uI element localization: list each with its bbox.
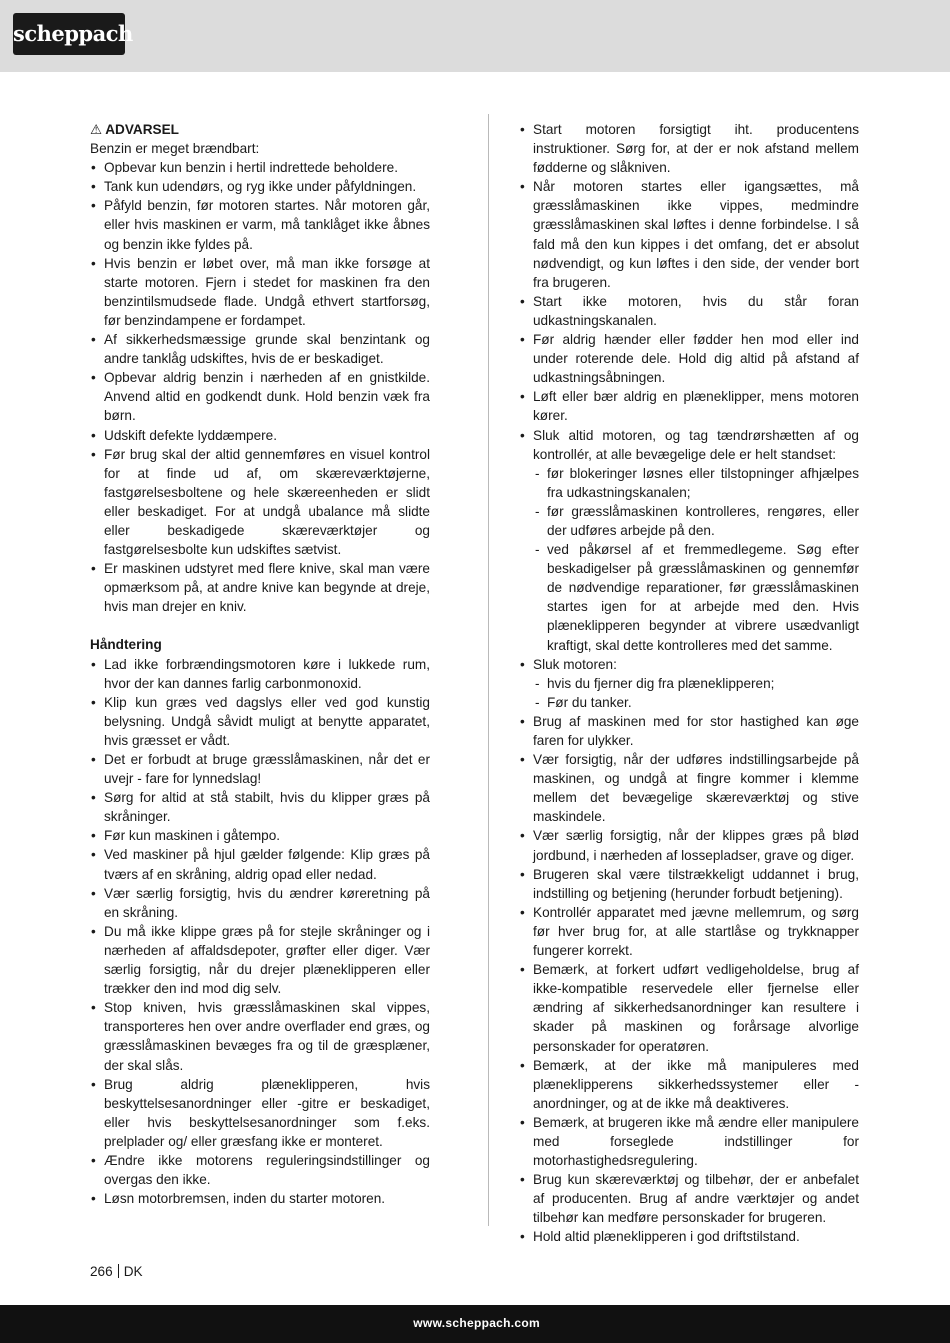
list-item: • Kontrollér apparatet med jævne mellemrum, og sørg før hver brug for, at alle startlåse og trykknapper fungerer korrekt. (519, 903, 859, 960)
list-item: • Brug aldrig plæneklipperen, hvis beskyttelsesanordninger eller -gitre er beskadiget, eller hvis beskyttelsesanordninger som f.eks. prelplader og/ eller græsfang ikke er monteret. (90, 1075, 430, 1151)
list-item: • Start motoren forsigtigt iht. producentens instruktioner. Sørg for, at der er nok afstand mellem fødderne og slåkniven. (519, 120, 859, 177)
list-item: • Løsn motorbremsen, inden du starter motoren. (90, 1189, 430, 1208)
list-item: • Lad ikke forbrændingsmotoren køre i lukkede rum, hvor der kan dannes farlig carbonmonoxid. (90, 655, 430, 693)
list-item: • Du må ikke klippe græs på for stejle skråninger og i nærheden af affaldsdepoter, grøfter eller diger. Vær særlig forsigtig, når du drejer plæneklipperen eller trækker den ind mod dig selv. (90, 922, 430, 998)
right-list (519, 120, 859, 1247)
list-item: • Tank kun udendørs, og ryg ikke under påfyldningen. (90, 177, 430, 196)
warning-list (90, 158, 430, 616)
list-item: • Er maskinen udstyret med flere knive, skal man være opmærksom på, at andre knive kan begynde at dreje, hvis man drejer en kniv. (90, 559, 430, 616)
handling-heading: Håndtering (90, 637, 162, 653)
list-item: • Ved maskiner på hjul gælder følgende: Klip græs på tværs af en skråning, aldrig opad eller nedad. (90, 845, 430, 883)
list-item: • Det er forbudt at bruge græsslåmaskinen, når det er uvejr - fare for lynnedslag! (90, 750, 430, 788)
list-item: • Stop kniven, hvis græsslåmaskinen skal vippes, transporteres hen over andre overflader end græs, og græsslåmaskinen bevæges fra og til de græsplæner, der skal slås. (90, 998, 430, 1074)
sub-list-item: - ved påkørsel af et fremmedlegeme. Søg efter beskadigelser på græsslåmaskinen og gennemfør de nødvendige reparationer, før græsslåmaskinen startes igen for at arbejde med den. Hvis plæneklipperen begynder at vibrere usædvanligt kraftigt, skal dette kontrolleres med det samme. (519, 540, 859, 655)
list-item: • Påfyld benzin, før motoren startes. Når motoren går, eller hvis maskinen er varm, må tanklåget ikke åbnes og benzin ikke fyldes på. (90, 196, 430, 253)
list-item: • Bemærk, at brugeren ikke må ændre eller manipulere med forseglede indstillinger for motorhastighedsregulering. (519, 1113, 859, 1170)
list-item: • Hvis benzin er løbet over, må man ikke forsøge at starte motoren. Fjern i stedet for maskinen fra den benzintilsmudsede flade. Undgå ethvert startforsøg, før benzindampene er fordampet. (90, 254, 430, 330)
list-item: • Løft eller bær aldrig en plæneklipper, mens motoren kører. (519, 387, 859, 425)
language-code: DK (123, 1264, 143, 1279)
sub-list-item: - før græsslåmaskinen kontrolleres, rengøres, eller der udføres arbejde på den. (519, 502, 859, 540)
list-item: • Vær særlig forsigtig, når der klippes græs på blød jordbund, i nærheden af lossepladser, grave og diger. (519, 826, 859, 864)
handling-list (90, 655, 430, 1209)
website-url: www.scheppach.com (413, 1316, 540, 1330)
sub-list-item: - Før du tanker. (519, 693, 859, 712)
list-item: • Brugeren skal være tilstrækkeligt uddannet i brug, indstilling og betjening (herunder forbudt betjening). (519, 865, 859, 903)
page-number: 266 (90, 1264, 113, 1279)
list-item: • Når motoren startes eller igangsættes, må græsslåmaskinen ikke vippes, medmindre græsslåmaskinen skal løftes i denne forbindelse. I så fald må den kun kippes i det omfang, det er absolut nødvendigt, og kun løftes i den side, der vender bort fra brugeren. (519, 177, 859, 292)
right-column (519, 120, 859, 1247)
list-item: • Hold altid plæneklipperen i god driftstilstand. (519, 1227, 859, 1246)
list-item: • Bemærk, at der ikke må manipuleres med plæneklipperens sikkerhedssystemer eller -anordninger, og at de ikke må deaktiveres. (519, 1056, 859, 1113)
list-item: • Bemærk, at forkert udført vedligeholdelse, brug af ikke-kompatible reservedele eller fjernelse eller ændring af sikkerhedsanordninger kan resultere i skader på maskinen og forårsage alvorlige personskader for operatøren. (519, 960, 859, 1055)
list-item: • Vær særlig forsigtig, hvis du ændrer køreretning på en skråning. (90, 884, 430, 922)
list-item: • Sluk altid motoren, og tag tændrørshætten af og kontrollér, at alle bevægelige dele er helt standset: (519, 426, 859, 464)
list-item: • Udskift defekte lyddæmpere. (90, 426, 430, 445)
list-item: • Opbevar aldrig benzin i nærheden af en gnistkilde. Anvend altid en godkendt dunk. Hold benzin væk fra børn. (90, 368, 430, 425)
list-item: • Opbevar kun benzin i hertil indrettede beholdere. (90, 158, 430, 177)
list-item: • Sørg for altid at stå stabilt, hvis du klipper græs på skråninger. (90, 788, 430, 826)
warning-title: ADVARSEL (105, 122, 179, 137)
section-gap (90, 616, 430, 635)
list-item: • Før aldrig hænder eller fødder hen mod eller ind under roterende dele. Hold dig altid på afstand af udkastningsåbningen. (519, 330, 859, 387)
list-item: • Før brug skal der altid gennemføres en visuel kontrol for at finde ud af, om skæreværktøjerne, fastgørelsesboltene og hele skæreenheden er slidt eller beskadiget. For at undgå ubalance må slidte eller beskadigede skæreværktøjer og fastgørelsesbolte kun udskiftes sætvist. (90, 445, 430, 560)
warning-intro: Benzin er meget brændbart: (90, 141, 260, 157)
brand-logo: scheppach (13, 13, 125, 55)
left-column (90, 120, 430, 1208)
sub-list-item: - hvis du fjerner dig fra plæneklipperen; (519, 674, 859, 693)
list-item: • Af sikkerhedsmæssige grunde skal benzintank og andre tanklåg udskiftes, hvis de er beskadiget. (90, 330, 430, 368)
list-item: • Ændre ikke motorens reguleringsindstillinger og overgas den ikke. (90, 1151, 430, 1189)
list-item: • Før kun maskinen i gåtempo. (90, 826, 430, 845)
header-bar (0, 0, 950, 72)
column-divider (488, 114, 489, 1226)
list-item: • Brug kun skæreværktøj og tilbehør, der er anbefalet af producenten. Brug af andre værktøjer og andet tilbehør kan medføre personskader for brugeren. (519, 1170, 859, 1227)
list-item: • Start ikke motoren, hvis du står foran udkastningskanalen. (519, 292, 859, 330)
list-item: • Sluk motoren: (519, 655, 859, 674)
sub-list-item: - før blokeringer løsnes eller tilstopninger afhjælpes fra udkastningskanalen; (519, 464, 859, 502)
list-item: • Klip kun græs ved dagslys eller ved god kunstig belysning. Undgå såvidt muligt at benytte apparatet, hvis græsset er vådt. (90, 693, 430, 750)
list-item: • Brug af maskinen med for stor hastighed kan øge faren for ulykker. (519, 712, 859, 750)
page-footer-label (90, 1264, 143, 1279)
warning-triangle-icon: ⚠ (90, 122, 103, 137)
footer-bar (0, 1305, 950, 1343)
page-separator (118, 1264, 119, 1278)
warning-heading (90, 120, 430, 139)
list-item: • Vær forsigtig, når der udføres indstillingsarbejde på maskinen, og undgå at fingre kommer i klemme mellem det bevægelige skæreværktøj og stive maskindele. (519, 750, 859, 826)
